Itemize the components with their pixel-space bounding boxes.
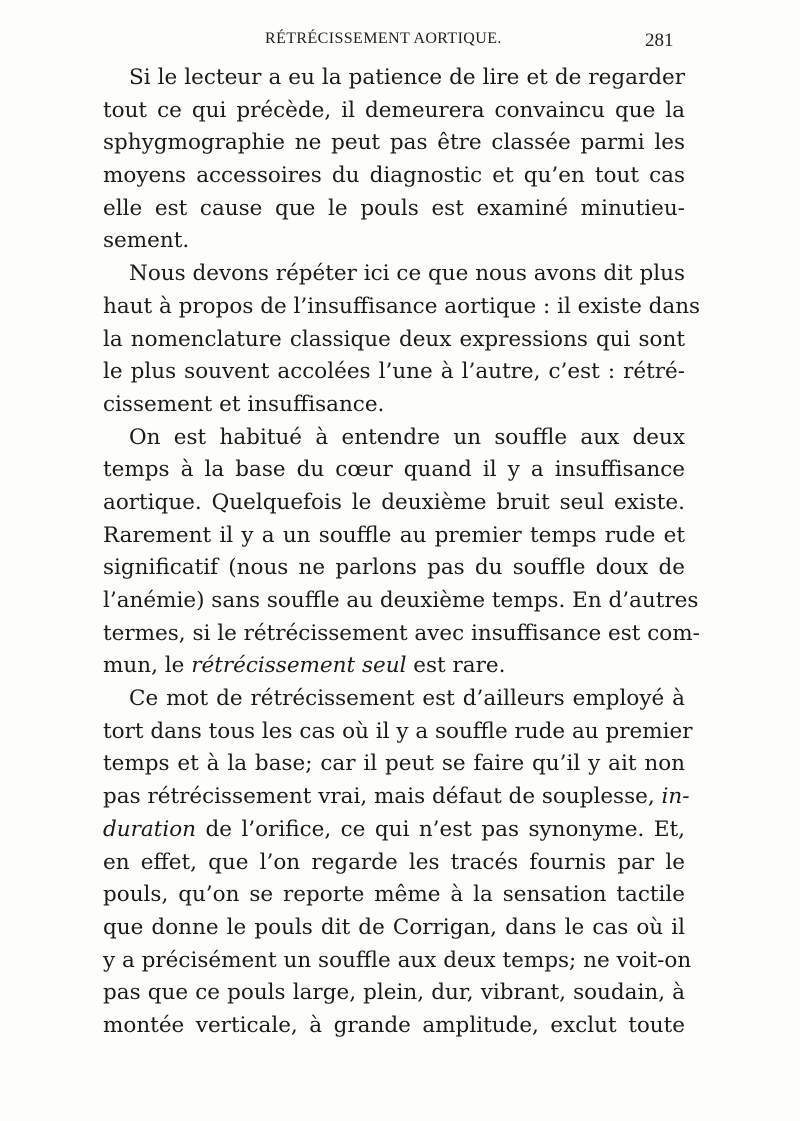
text-line	[103, 814, 685, 847]
text-line: termes, si le rétrécissement avec insuffisance est com-	[103, 620, 700, 646]
running-head	[0, 30, 800, 60]
text-line: temps à la base du cœur quand il y a insuffisance	[103, 457, 685, 483]
paragraph-1	[103, 62, 685, 258]
text-run: est rare.	[406, 653, 506, 679]
running-title: RÉTRÉCISSEMENT AORTIQUE.	[265, 30, 502, 47]
text-line: l’anémie) sans souffle au deuxième temps. En d’autres	[103, 588, 699, 613]
text-line: tort dans tous les cas où il y a souffle rude au premier	[103, 718, 693, 744]
text-run: mun, le	[103, 653, 192, 679]
italic-text: in-	[661, 784, 690, 810]
text-line: en effet, que l’on regarde les tracés fournis par le	[103, 849, 685, 875]
text-line: pouls, qu’on se reporte même à la sensation tactile	[103, 882, 685, 908]
text-line: sement.	[103, 228, 190, 254]
text-line: tout ce qui précède, il demeurera convaincu que la	[103, 97, 685, 123]
text-line: Ce mot de rétrécissement est d’ailleurs employé à	[129, 686, 685, 712]
text-line: aortique. Quelquefois le deuxième bruit seul existe.	[103, 489, 685, 515]
text-line: Si le lecteur a eu la patience de lire et de regarder	[129, 65, 685, 90]
text-run: pas rétrécissement vrai, mais défaut de souplesse,	[103, 784, 662, 810]
paragraph-2	[103, 258, 701, 421]
italic-text: rétrécissement seul	[191, 653, 407, 679]
text-line: elle est cause que le pouls est examiné minutieu-	[103, 195, 685, 221]
text-line: pas que ce pouls large, plein, dur, vibrant, soudain, à	[103, 980, 685, 1006]
text-line: y a précisément un souffle aux deux temps; ne voit-on	[103, 947, 692, 973]
body-text	[103, 62, 701, 1043]
text-line: cissement et insuffisance.	[103, 391, 385, 417]
page-number: 281	[645, 30, 674, 51]
text-line: sphygmographie ne peut pas être classée parmi les	[103, 130, 685, 156]
text-run: de l’orifice, ce qui n’est pas synonyme. Et,	[196, 816, 685, 842]
text-line: haut à propos de l’insuffisance aortique : il existe dans	[103, 293, 701, 319]
paragraph-3	[103, 422, 700, 684]
text-line: Rarement il y a un souffle au premier temps rude et	[103, 522, 685, 548]
text-line	[103, 650, 685, 683]
italic-text: duration	[103, 816, 197, 842]
text-line: le plus souvent accolées l’une à l’autre, c’est : rétré-	[103, 359, 685, 385]
text-line: temps et à la base; car il peut se faire qu’il y ait non	[103, 751, 685, 777]
text-line: On est habitué à entendre un souffle aux deux	[129, 424, 685, 450]
text-line: moyens accessoires du diagnostic et qu’en tout cas	[103, 163, 685, 189]
text-line: Nous devons répéter ici ce que nous avons dit plus	[129, 261, 685, 287]
text-line: la nomenclature classique deux expressions qui sont	[103, 326, 685, 352]
paragraph-4	[103, 683, 693, 1043]
text-line: que donne le pouls dit de Corrigan, dans le cas où il	[103, 914, 685, 940]
text-line: montée verticale, à grande amplitude, exclut toute	[103, 1012, 685, 1038]
text-line: significatif (nous ne parlons pas du souffle doux de	[103, 555, 685, 581]
text-line	[103, 781, 690, 814]
